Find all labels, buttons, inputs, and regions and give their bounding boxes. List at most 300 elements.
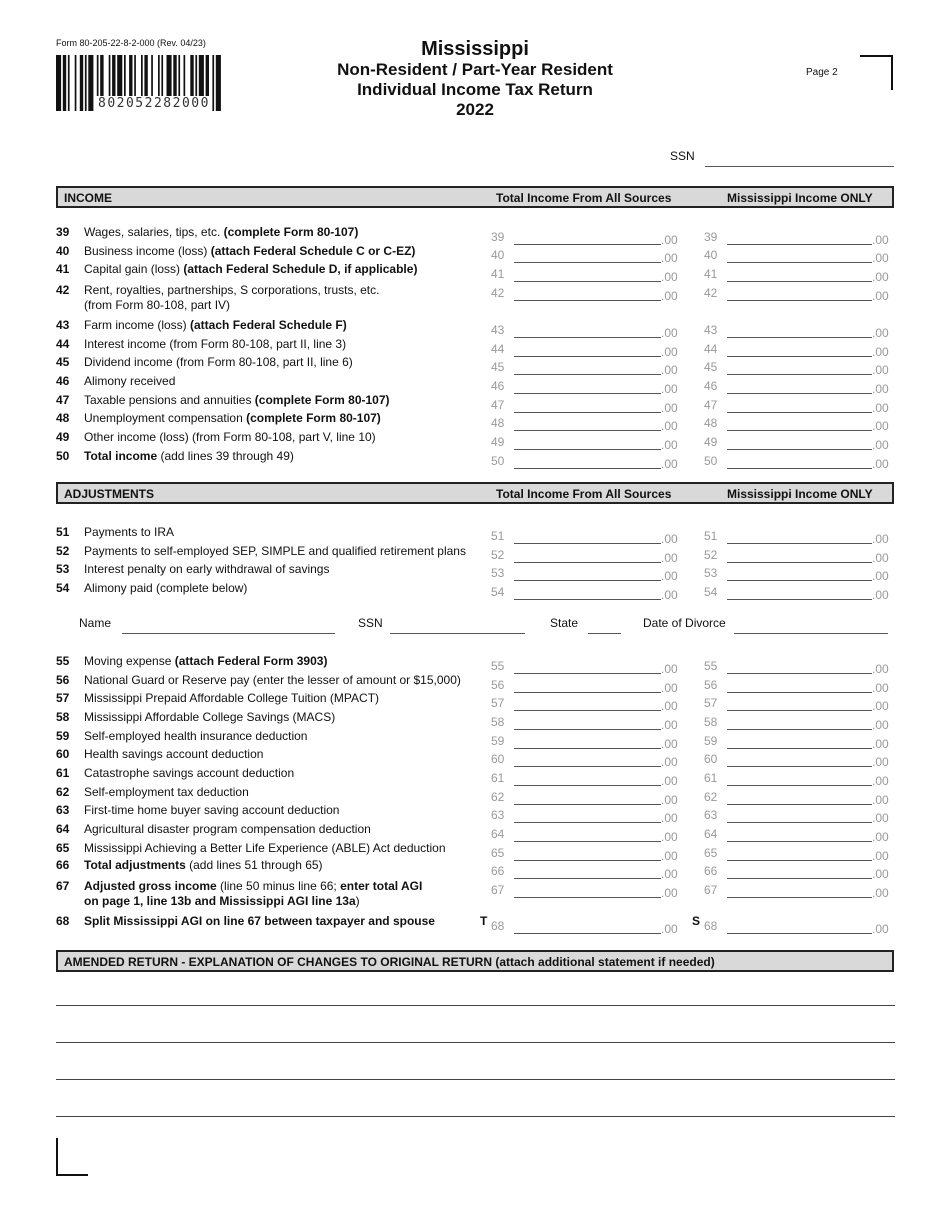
line-45-ms-label: 45: [704, 360, 718, 374]
line-46-number: 46: [56, 374, 70, 388]
line-54-ms-amount-field[interactable]: [727, 599, 872, 600]
line-61-total-cents: .00: [661, 774, 678, 788]
line-61-ms-label: 61: [704, 771, 718, 785]
line-67-ms-amount-field[interactable]: [727, 897, 872, 898]
income-section-title: INCOME: [64, 191, 112, 205]
line-43-number: 43: [56, 318, 70, 332]
line-59-number: 59: [56, 729, 70, 743]
line-54-description: [84, 581, 247, 596]
line-54-total-cents: .00: [661, 588, 678, 602]
line-61-total-amount-field[interactable]: [514, 785, 661, 786]
line-40-description-part: Business income (loss): [84, 244, 211, 258]
line-52-ms-label: 52: [704, 548, 718, 562]
line-59-ms-label: 59: [704, 734, 718, 748]
line-56-ms-label: 56: [704, 678, 718, 692]
line-47-total-label: 47: [491, 398, 505, 412]
line-67-number: 67: [56, 879, 70, 893]
line-58-total-amount-field[interactable]: [514, 729, 661, 730]
line-49-description: [84, 430, 376, 445]
line-45-number: 45: [56, 355, 70, 369]
line-51-description-part: Payments to IRA: [84, 525, 175, 539]
line-44-ms-cents: .00: [872, 345, 889, 359]
line-59-total-amount-field[interactable]: [514, 748, 661, 749]
line-55-total-amount-field[interactable]: [514, 673, 661, 674]
line-43-ms-amount-field[interactable]: [727, 337, 872, 338]
line-64-total-label: 64: [491, 827, 505, 841]
line-44-description-part: Interest income (from Form 80-108, part II, line 3): [84, 337, 347, 351]
line-51-ms-cents: .00: [872, 532, 889, 546]
line-41-ms-cents: .00: [872, 270, 889, 284]
line-54-description-part: Alimony paid (complete below): [84, 581, 248, 595]
line-46-ms-amount-field[interactable]: [727, 393, 872, 394]
line-51-total-label: 51: [491, 529, 505, 543]
line-41-ms-label: 41: [704, 267, 718, 281]
line-45-description: [84, 355, 353, 370]
line-41-ms-amount-field[interactable]: [727, 281, 872, 282]
line-50-description-part: (add lines 39 through 49): [157, 449, 294, 463]
line-61-ms-amount-field[interactable]: [727, 785, 872, 786]
line-50-total-label: 50: [491, 454, 505, 468]
line-63-ms-label: 63: [704, 808, 718, 822]
line-60-total-cents: .00: [661, 755, 678, 769]
line-44-ms-amount-field[interactable]: [727, 356, 872, 357]
line-48-ms-amount-field[interactable]: [727, 430, 872, 431]
line-65-ms-label: 65: [704, 846, 718, 860]
line-51-ms-amount-field[interactable]: [727, 543, 872, 544]
line-52-description-part: Payments to self-employed SEP, SIMPLE and qualified retirement plans: [84, 544, 466, 558]
line-68-number: 68: [56, 914, 70, 928]
line-49-total-cents: .00: [661, 438, 678, 452]
line-59-total-label: 59: [491, 734, 505, 748]
line-56-total-label: 56: [491, 678, 505, 692]
amended-section-title: AMENDED RETURN - EXPLANATION OF CHANGES TO ORIGINAL RETURN (attach additional statement if needed): [64, 955, 715, 969]
line-59-ms-amount-field[interactable]: [727, 748, 872, 749]
line-63-total-amount-field[interactable]: [514, 822, 661, 823]
line-50-ms-amount-field[interactable]: [727, 468, 872, 469]
line-42-description-part: Rent, royalties, partnerships, S corporations, trusts, etc.: [84, 283, 380, 297]
line-55-total-cents: .00: [661, 662, 678, 676]
line-56-total-amount-field[interactable]: [514, 692, 661, 693]
line-63-number: 63: [56, 803, 70, 817]
line-49-total-amount-field[interactable]: [514, 449, 661, 450]
line-66-ms-cents: .00: [872, 867, 889, 881]
line-67-description: [84, 879, 422, 909]
line-39-ms-cents: .00: [872, 233, 889, 247]
line-67-total-cents: .00: [661, 886, 678, 900]
line-64-ms-cents: .00: [872, 830, 889, 844]
line-48-total-label: 48: [491, 416, 505, 430]
line-57-description-part: Mississippi Prepaid Affordable College Tuition (MPACT): [84, 691, 380, 705]
line-48-description-part: (complete Form 80-107): [246, 411, 381, 425]
line-58-total-label: 58: [491, 715, 505, 729]
line-46-ms-label: 46: [704, 379, 718, 393]
line-52-description: [84, 544, 466, 559]
line-49-ms-cents: .00: [872, 438, 889, 452]
line-51-total-cents: .00: [661, 532, 678, 546]
line-52-total-amount-field[interactable]: [514, 562, 661, 563]
line-64-ms-amount-field[interactable]: [727, 841, 872, 842]
line-64-description: [84, 822, 371, 837]
income-section-header: [56, 186, 894, 208]
alimony-ssn-field[interactable]: [390, 633, 525, 634]
line-47-description-part: Taxable pensions and annuities: [84, 393, 255, 407]
line-57-ms-amount-field[interactable]: [727, 710, 872, 711]
line-41-description: [84, 262, 417, 277]
registration-mark-top-right: [860, 55, 893, 90]
line-53-ms-amount-field[interactable]: [727, 580, 872, 581]
line-47-description-part: (complete Form 80-107): [254, 393, 390, 407]
line-55-ms-amount-field[interactable]: [727, 673, 872, 674]
line-60-total-amount-field[interactable]: [514, 766, 661, 767]
line-67-total-amount-field[interactable]: [514, 897, 661, 898]
line-50-ms-cents: .00: [872, 457, 889, 471]
line-41-number: 41: [56, 262, 70, 276]
line-42-ms-amount-field[interactable]: [727, 300, 872, 301]
line-45-ms-amount-field[interactable]: [727, 374, 872, 375]
line-61-ms-cents: .00: [872, 774, 889, 788]
line-62-ms-cents: .00: [872, 793, 889, 807]
line-55-ms-label: 55: [704, 659, 718, 673]
ssn-label: SSN: [670, 149, 695, 163]
line-63-description-part: First-time home buyer saving account deduction: [84, 803, 340, 817]
line-41-total-label: 41: [491, 267, 505, 281]
line-67-description-part: on page 1, line 13b and Mississippi AGI line 13a: [84, 894, 356, 908]
line-62-total-label: 62: [491, 790, 505, 804]
line-41-total-cents: .00: [661, 270, 678, 284]
line-57-number: 57: [56, 691, 70, 705]
line-59-description: [84, 729, 307, 744]
line-49-ms-amount-field[interactable]: [727, 449, 872, 450]
line-39-number: 39: [56, 225, 70, 239]
line-47-ms-cents: .00: [872, 401, 889, 415]
line-60-ms-amount-field[interactable]: [727, 766, 872, 767]
line-55-ms-cents: .00: [872, 662, 889, 676]
barcode-number: 802052282000: [98, 96, 210, 111]
line-47-ms-label: 47: [704, 398, 718, 412]
line-61-description: [84, 766, 294, 781]
adjustments-section-header: [56, 482, 894, 504]
line-58-ms-cents: .00: [872, 718, 889, 732]
line-68-ms-cents: .00: [872, 922, 889, 936]
line-66-ms-amount-field[interactable]: [727, 878, 872, 879]
line-48-description: [84, 411, 381, 426]
line-60-description-part: Health savings account deduction: [84, 747, 264, 761]
line-56-ms-amount-field[interactable]: [727, 692, 872, 693]
line-60-ms-cents: .00: [872, 755, 889, 769]
line-45-total-cents: .00: [661, 363, 678, 377]
line-59-description-part: Self-employed health insurance deduction: [84, 729, 308, 743]
line-47-ms-amount-field[interactable]: [727, 412, 872, 413]
line-67-ms-cents: .00: [872, 886, 889, 900]
line-42-total-cents: .00: [661, 289, 678, 303]
amended-explanation-line-3[interactable]: [56, 1079, 895, 1080]
amended-explanation-line-4[interactable]: [56, 1116, 895, 1117]
line-47-number: 47: [56, 393, 70, 407]
income-col2-header: Mississippi Income ONLY: [727, 191, 873, 205]
line-46-ms-cents: .00: [872, 382, 889, 396]
form-number: Form 80-205-22-8-2-000 (Rev. 04/23): [56, 38, 206, 48]
line-68-ms-amount-field[interactable]: [727, 933, 872, 934]
line-62-total-amount-field[interactable]: [514, 804, 661, 805]
line-54-number: 54: [56, 581, 70, 595]
line-64-total-cents: .00: [661, 830, 678, 844]
line-41-description-part: Capital gain (loss): [84, 262, 184, 276]
title-state: Mississippi: [421, 38, 529, 60]
taxpayer-marker: T: [480, 914, 488, 928]
line-67-description-part: enter total AGI: [340, 879, 423, 893]
title-line2: Non-Resident / Part-Year Resident: [337, 60, 613, 79]
line-51-ms-label: 51: [704, 529, 718, 543]
line-42-description-part: (from Form 80-108, part IV): [84, 298, 231, 312]
line-56-number: 56: [56, 673, 70, 687]
line-57-ms-cents: .00: [872, 699, 889, 713]
alimony-divorce-date-label: Date of Divorce: [643, 616, 726, 630]
line-55-total-label: 55: [491, 659, 505, 673]
amended-explanation-line-2[interactable]: [56, 1042, 895, 1043]
title-year: 2022: [456, 100, 494, 119]
line-52-number: 52: [56, 544, 70, 558]
line-67-ms-label: 67: [704, 883, 718, 897]
line-68-ms-label: 68: [704, 919, 718, 933]
line-65-ms-amount-field[interactable]: [727, 860, 872, 861]
line-41-total-amount-field[interactable]: [514, 281, 661, 282]
line-53-total-label: 53: [491, 566, 505, 580]
line-40-total-amount-field[interactable]: [514, 262, 661, 263]
adjustments-section-title: ADJUSTMENTS: [64, 487, 155, 501]
line-58-number: 58: [56, 710, 70, 724]
line-50-ms-label: 50: [704, 454, 718, 468]
alimony-divorce-date-field[interactable]: [734, 633, 888, 634]
line-55-number: 55: [56, 654, 70, 668]
line-43-description-part: (attach Federal Schedule F): [190, 318, 347, 332]
line-43-ms-cents: .00: [872, 326, 889, 340]
line-62-number: 62: [56, 785, 70, 799]
line-65-description-part: Mississippi Achieving a Better Life Experience (ABLE) Act deduction: [84, 841, 446, 855]
line-40-ms-amount-field[interactable]: [727, 262, 872, 263]
line-66-total-label: 66: [491, 864, 505, 878]
line-54-total-amount-field[interactable]: [514, 599, 661, 600]
line-50-total-amount-field[interactable]: [514, 468, 661, 469]
line-57-total-label: 57: [491, 696, 505, 710]
alimony-state-field[interactable]: [588, 633, 621, 634]
alimony-ssn-label: SSN: [358, 616, 383, 630]
line-39-total-cents: .00: [661, 233, 678, 247]
line-49-ms-label: 49: [704, 435, 718, 449]
alimony-name-label: Name: [79, 616, 112, 630]
line-51-total-amount-field[interactable]: [514, 543, 661, 544]
line-42-number: 42: [56, 283, 70, 297]
line-57-description: [84, 691, 379, 706]
ssn-input-line[interactable]: [705, 166, 894, 167]
line-44-ms-label: 44: [704, 342, 718, 356]
line-40-total-label: 40: [491, 248, 505, 262]
line-60-number: 60: [56, 747, 70, 761]
line-58-ms-amount-field[interactable]: [727, 729, 872, 730]
line-64-number: 64: [56, 822, 70, 836]
line-52-ms-cents: .00: [872, 551, 889, 565]
amended-section-header: [56, 950, 894, 972]
line-50-number: 50: [56, 449, 70, 463]
line-56-total-cents: .00: [661, 681, 678, 695]
line-43-total-amount-field[interactable]: [514, 337, 661, 338]
line-48-number: 48: [56, 411, 70, 425]
line-54-total-label: 54: [491, 585, 505, 599]
line-65-description: [84, 841, 446, 856]
alimony-name-field[interactable]: [122, 633, 335, 634]
line-42-description: [84, 283, 379, 313]
line-62-description-part: Self-employment tax deduction: [84, 785, 249, 799]
line-58-ms-label: 58: [704, 715, 718, 729]
line-65-total-cents: .00: [661, 849, 678, 863]
line-65-number: 65: [56, 841, 70, 855]
line-45-description-part: Dividend income (from Form 80-108, part II, line 6): [84, 355, 353, 369]
line-64-ms-label: 64: [704, 827, 718, 841]
line-53-total-amount-field[interactable]: [514, 580, 661, 581]
line-64-total-amount-field[interactable]: [514, 841, 661, 842]
line-44-total-cents: .00: [661, 345, 678, 359]
line-39-description-part: (complete Form 80-107): [223, 225, 359, 239]
line-57-total-amount-field[interactable]: [514, 710, 661, 711]
line-44-total-label: 44: [491, 342, 505, 356]
line-66-description-part: (add lines 51 through 65): [185, 858, 323, 872]
line-63-total-label: 63: [491, 808, 505, 822]
line-40-ms-cents: .00: [872, 251, 889, 265]
line-58-total-cents: .00: [661, 718, 678, 732]
line-52-total-label: 52: [491, 548, 505, 562]
line-39-ms-amount-field[interactable]: [727, 244, 872, 245]
line-42-ms-label: 42: [704, 286, 718, 300]
line-68-total-amount-field[interactable]: [514, 933, 661, 934]
line-61-description-part: Catastrophe savings account deduction: [84, 766, 295, 780]
line-63-total-cents: .00: [661, 811, 678, 825]
line-40-description-part: (attach Federal Schedule C or C-EZ): [210, 244, 416, 258]
line-45-total-amount-field[interactable]: [514, 374, 661, 375]
line-43-ms-label: 43: [704, 323, 718, 337]
amended-explanation-line-1[interactable]: [56, 1005, 895, 1006]
line-41-description-part: (attach Federal Schedule D, if applicable): [183, 262, 418, 276]
line-44-total-amount-field[interactable]: [514, 356, 661, 357]
adjustments-col1-header: Total Income From All Sources: [496, 487, 672, 501]
line-43-total-cents: .00: [661, 326, 678, 340]
line-67-description-part: Adjusted gross income: [84, 879, 217, 893]
line-57-total-cents: .00: [661, 699, 678, 713]
line-48-total-cents: .00: [661, 419, 678, 433]
line-66-total-amount-field[interactable]: [514, 878, 661, 879]
line-43-total-label: 43: [491, 323, 505, 337]
line-44-description: [84, 337, 346, 352]
adjustments-col2-header: Mississippi Income ONLY: [727, 487, 873, 501]
line-54-ms-cents: .00: [872, 588, 889, 602]
line-45-ms-cents: .00: [872, 363, 889, 377]
line-67-total-label: 67: [491, 883, 505, 897]
line-62-ms-label: 62: [704, 790, 718, 804]
alimony-state-label: State: [550, 616, 579, 630]
line-53-ms-cents: .00: [872, 569, 889, 583]
form-title: [0, 38, 950, 120]
line-68-description-part: Split Mississippi AGI on line 67 between taxpayer and spouse: [84, 914, 435, 928]
line-46-description: [84, 374, 175, 389]
line-53-number: 53: [56, 562, 70, 576]
line-39-ms-label: 39: [704, 230, 718, 244]
line-62-total-cents: .00: [661, 793, 678, 807]
line-53-description: [84, 562, 329, 577]
line-55-description-part: Moving expense: [84, 654, 175, 668]
registration-mark-bottom-left: [56, 1138, 88, 1176]
line-49-total-label: 49: [491, 435, 505, 449]
line-68-description: [84, 914, 435, 929]
line-63-description: [84, 803, 339, 818]
line-63-ms-cents: .00: [872, 811, 889, 825]
line-63-ms-amount-field[interactable]: [727, 822, 872, 823]
line-60-total-label: 60: [491, 752, 505, 766]
line-44-number: 44: [56, 337, 70, 351]
line-50-description-part: Total income: [84, 449, 158, 463]
line-65-total-label: 65: [491, 846, 505, 860]
line-52-ms-amount-field[interactable]: [727, 562, 872, 563]
line-56-description: [84, 673, 461, 688]
line-62-ms-amount-field[interactable]: [727, 804, 872, 805]
line-47-description: [84, 393, 390, 408]
page-number: Page 2: [806, 67, 838, 78]
line-53-total-cents: .00: [661, 569, 678, 583]
spouse-marker: S: [692, 914, 701, 928]
line-46-total-amount-field[interactable]: [514, 393, 661, 394]
line-50-description: [84, 449, 294, 464]
line-66-total-cents: .00: [661, 867, 678, 881]
line-56-description-part: National Guard or Reserve pay (enter the lesser of amount or $15,000): [84, 673, 461, 687]
line-42-total-amount-field[interactable]: [514, 300, 661, 301]
line-50-total-cents: .00: [661, 457, 678, 471]
line-53-description-part: Interest penalty on early withdrawal of savings: [84, 562, 330, 576]
line-48-ms-cents: .00: [872, 419, 889, 433]
line-67-description-part: (line 50 minus line 66;: [216, 879, 341, 893]
line-66-number: 66: [56, 858, 70, 872]
line-57-ms-label: 57: [704, 696, 718, 710]
line-47-total-cents: .00: [661, 401, 678, 415]
line-66-description-part: Total adjustments: [84, 858, 186, 872]
line-45-total-label: 45: [491, 360, 505, 374]
line-39-description-part: Wages, salaries, tips, etc.: [84, 225, 224, 239]
line-55-description-part: (attach Federal Form 3903): [174, 654, 328, 668]
line-40-number: 40: [56, 244, 70, 258]
line-65-total-amount-field[interactable]: [514, 860, 661, 861]
line-54-ms-label: 54: [704, 585, 718, 599]
line-49-description-part: Other income (loss) (from Form 80-108, part V, line 10): [84, 430, 376, 444]
line-67-description-part: ): [355, 894, 360, 908]
line-59-ms-cents: .00: [872, 737, 889, 751]
line-55-description: [84, 654, 327, 669]
line-48-ms-label: 48: [704, 416, 718, 430]
line-68-total-cents: .00: [661, 922, 678, 936]
line-39-total-label: 39: [491, 230, 505, 244]
line-47-total-amount-field[interactable]: [514, 412, 661, 413]
line-56-ms-cents: .00: [872, 681, 889, 695]
line-42-ms-cents: .00: [872, 289, 889, 303]
line-48-total-amount-field[interactable]: [514, 430, 661, 431]
line-40-ms-label: 40: [704, 248, 718, 262]
line-39-total-amount-field[interactable]: [514, 244, 661, 245]
line-42-total-label: 42: [491, 286, 505, 300]
line-59-total-cents: .00: [661, 737, 678, 751]
line-48-description-part: Unemployment compensation: [84, 411, 247, 425]
line-68-total-label: 68: [491, 919, 505, 933]
income-col1-header: Total Income From All Sources: [496, 191, 672, 205]
line-43-description: [84, 318, 347, 333]
line-53-ms-label: 53: [704, 566, 718, 580]
line-49-number: 49: [56, 430, 70, 444]
line-61-total-label: 61: [491, 771, 505, 785]
line-43-description-part: Farm income (loss): [84, 318, 191, 332]
